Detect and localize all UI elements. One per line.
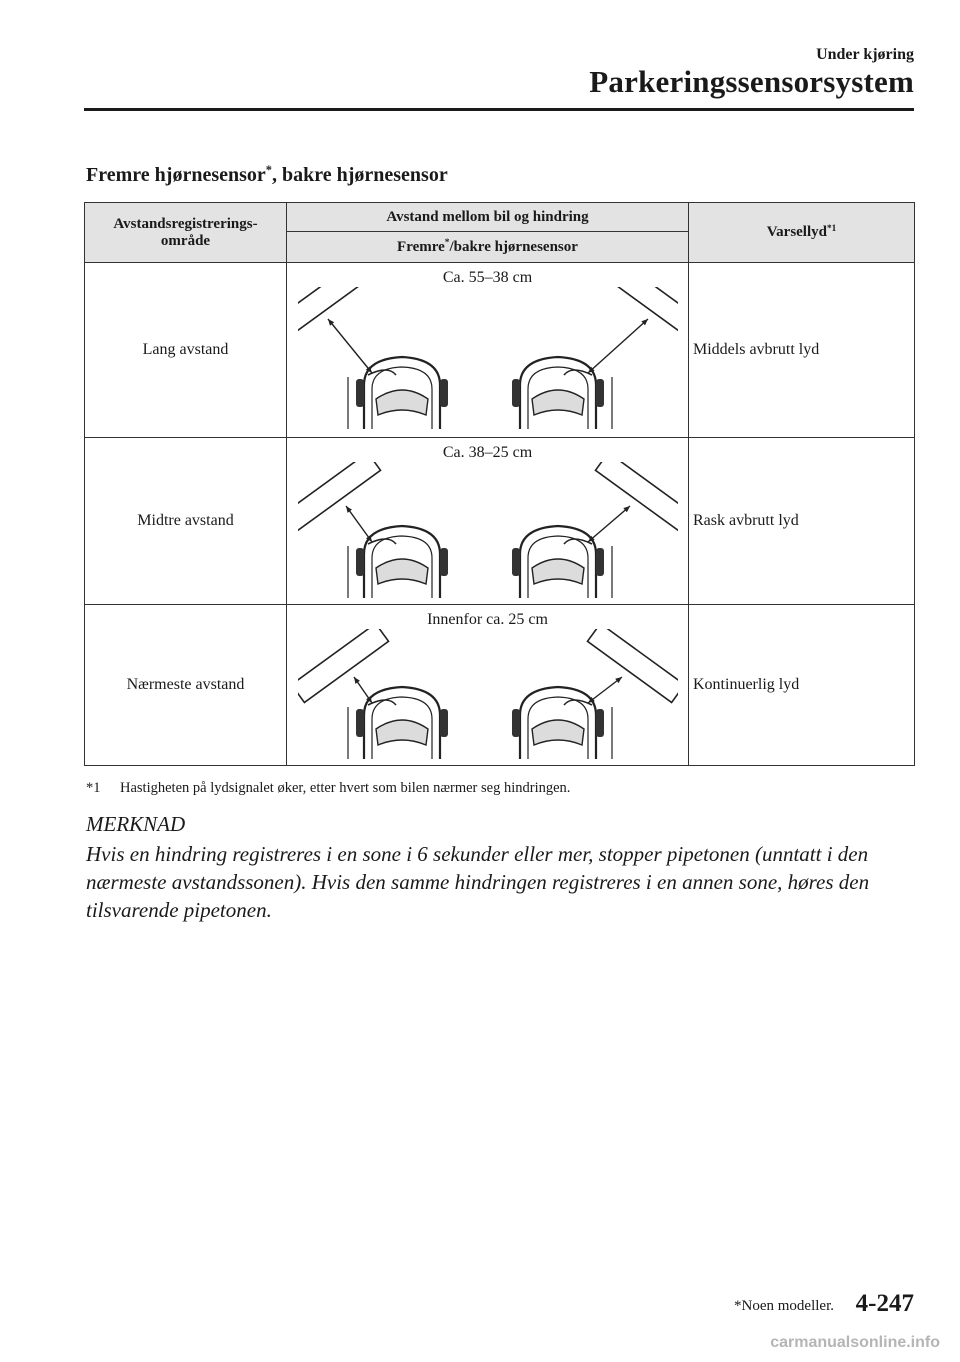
obstacle-bar <box>595 462 678 531</box>
car-windshield <box>532 390 584 415</box>
car-corner <box>512 357 612 429</box>
page-number: 4-247 <box>855 1290 914 1317</box>
distance-table <box>84 202 915 766</box>
note-body: Hvis en hindring registreres i en sone i 6 sekunder eller mer, stopper pipetonen (unntatt i den nærmeste avstandssonen). Hvis den samme hindringen registreres i en annen sone, høres den tilsvarende pipetonen. <box>86 842 870 922</box>
car-corner <box>348 687 448 759</box>
car-wheel <box>356 379 364 407</box>
obstacle-bar <box>298 287 363 344</box>
mid-range-diagram <box>298 462 678 602</box>
models-footnote: *Noen modeller. <box>734 1298 834 1314</box>
car-wheel <box>356 709 364 737</box>
car-wheel <box>356 548 364 576</box>
header-sound: Varsellyd$^{*1}$ <box>689 203 915 263</box>
arrow-head <box>354 677 360 684</box>
car-wheel <box>596 548 604 576</box>
obstacle-bar <box>587 629 678 702</box>
short-range-diagram <box>298 629 678 763</box>
long-range-diagram <box>298 287 678 433</box>
distance-range: Ca. 38–25 cm <box>442 444 533 461</box>
car-wheel <box>512 379 520 407</box>
car-wheel <box>512 548 520 576</box>
table-row <box>85 438 915 605</box>
car-corner <box>348 526 448 598</box>
note-title: MERKNAD <box>86 812 186 836</box>
diagram-cell <box>287 605 689 766</box>
distance-range: Innenfor ca. 25 cm <box>427 611 548 628</box>
obstacle-bar <box>298 629 389 702</box>
sound-cell: Kontinuerlig lyd <box>689 605 915 766</box>
header-rule <box>84 108 914 111</box>
section-title: Fremre hjørnesensor*, bakre hjørnesensor <box>86 163 448 186</box>
car-wheel <box>440 709 448 737</box>
header-chapter: Parkeringssensorsystem <box>589 64 914 99</box>
distance-arrow <box>328 319 372 373</box>
car-windshield <box>532 720 584 745</box>
watermark: carmanualsonline.info <box>770 1334 940 1351</box>
car-wheel <box>596 709 604 737</box>
sound-cell: Middels avbrutt lyd <box>689 263 915 438</box>
car-wheel <box>440 379 448 407</box>
obstacle-bar <box>613 287 678 344</box>
car-corner <box>512 687 612 759</box>
header-distance-bottom: Fremre*/bakre hjørnesensor <box>287 232 689 263</box>
obstacle-bar <box>298 462 381 531</box>
diagram-cell <box>287 263 689 438</box>
table-row <box>85 263 915 438</box>
zone-cell: Lang avstand <box>85 263 287 438</box>
car-corner <box>512 526 612 598</box>
header-distance-top: Avstand mellom bil og hindring <box>287 203 689 232</box>
header-zone: Avstandsregistrerings-område <box>85 203 287 263</box>
car-wheel <box>596 379 604 407</box>
distance-range: Ca. 55–38 cm <box>442 269 533 286</box>
table-row <box>85 605 915 766</box>
car-corner <box>348 357 448 429</box>
car-windshield <box>376 390 428 415</box>
arrow-head <box>346 506 352 513</box>
zone-cell: Midtre avstand <box>85 438 287 605</box>
car-wheel <box>512 709 520 737</box>
car-windshield <box>532 559 584 584</box>
car-windshield <box>376 559 428 584</box>
distance-arrow <box>346 506 372 542</box>
car-windshield <box>376 720 428 745</box>
footnote: *1 Hastigheten på lydsignalet øker, etter hvert som bilen nærmer seg hindringen. <box>86 780 571 796</box>
car-wheel <box>440 548 448 576</box>
sound-cell: Rask avbrutt lyd <box>689 438 915 605</box>
distance-arrow <box>588 319 648 373</box>
zone-cell: Nærmeste avstand <box>85 605 287 766</box>
header-section: Under kjøring <box>816 46 914 63</box>
distance-arrow <box>588 506 630 542</box>
diagram-cell <box>287 438 689 605</box>
